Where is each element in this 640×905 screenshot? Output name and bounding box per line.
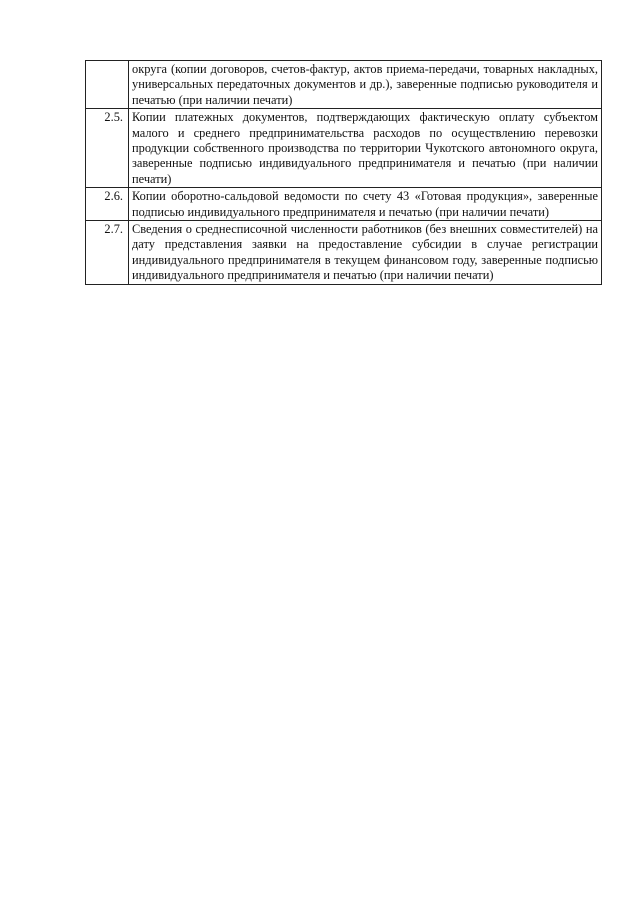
row-number: 2.7. [86,221,129,285]
row-number: 2.6. [86,188,129,221]
table-row [86,221,602,285]
documents-table [85,60,602,285]
row-number: 2.5. [86,109,129,188]
table-row [86,109,602,188]
table-row [86,188,602,221]
table-row [86,61,602,109]
row-number [86,61,129,109]
row-text: Сведения о среднесписочной численности работников (без внешних совместителей) на дату представления заявки на предоставление субсидии в случае регистрации индивидуального предпринимателя в текущем финансовом году, заверенные подписью индивидуального предпринимателя и печатью (при наличии печати) [129,221,602,285]
row-text: Копии платежных документов, подтверждающих фактическую оплату субъектом малого и среднего предпринимательства расходов по осуществлению перевозки продукции собственного производства по территории Чукотского автономного округа, заверенные подписью индивидуального предпринимателя и печатью (при наличии печати) [129,109,602,188]
row-text: округа (копии договоров, счетов-фактур, актов приема-передачи, товарных накладных, универсальных передаточных документов и др.), заверенные подписью руководителя и печатью (при наличии печати) [129,61,602,109]
row-text: Копии оборотно-сальдовой ведомости по счету 43 «Готовая продукция», заверенные подписью индивидуального предпринимателя и печатью (при наличии печати) [129,188,602,221]
